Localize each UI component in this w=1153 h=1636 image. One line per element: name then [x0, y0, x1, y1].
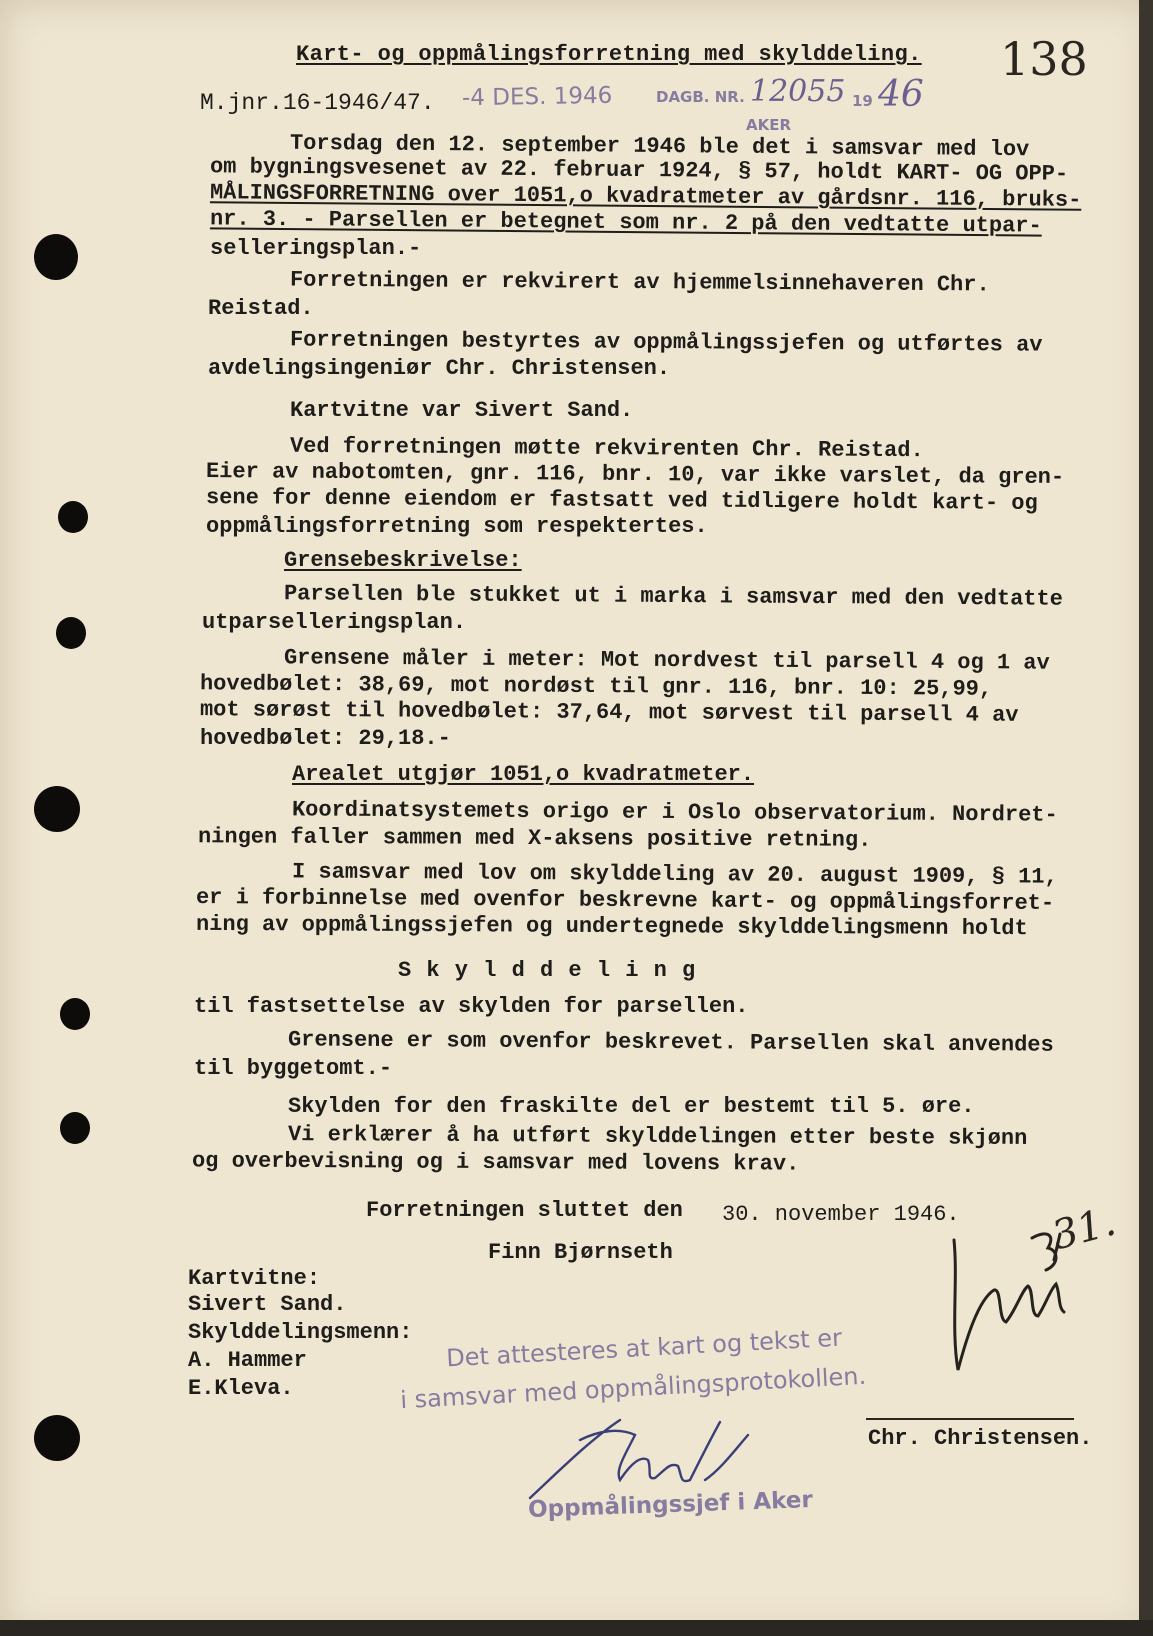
engineer-name: Chr. Christensen.	[868, 1426, 1093, 1451]
text-line: til byggetomt.-	[194, 1056, 393, 1081]
text-line: Parsellen ble stukket ut i marka i samsvar med den vedtatte	[283, 581, 1064, 612]
text-line: hovedbølet: 29,18.-	[200, 726, 451, 751]
christensen-signature	[936, 1220, 1076, 1390]
assessor-name: A. Hammer	[188, 1348, 307, 1373]
dagb-label-stamp: DAGB. NR.	[656, 88, 745, 106]
text-line: Vi erklærer å ha utført skylddelingen etter beste skjønn	[287, 1122, 1028, 1151]
text-line: Forretningen er rekvirert av hjemmelsinnehaveren Chr.	[289, 267, 990, 298]
punch-hole	[34, 786, 80, 832]
witness-name: Sivert Sand.	[188, 1292, 347, 1317]
year-prefix-stamp: 19	[852, 92, 873, 110]
office-stamp: Oppmålingssjef i Aker	[527, 1487, 814, 1523]
section-heading: Arealet utgjør 1051,o kvadratmeter.	[292, 762, 755, 787]
witness-label: Kartvitne:	[188, 1266, 321, 1291]
section-heading: S k y l d d e l i n g	[398, 958, 697, 983]
page-edge-right	[1139, 0, 1153, 1636]
text-line: avdelingsingeniør Chr. Christensen.	[208, 356, 671, 381]
signature-rule	[866, 1418, 1074, 1420]
year-suffix: 46	[878, 74, 924, 115]
punch-hole	[58, 501, 88, 533]
attest-stamp-line: i samsvar med oppmålingsprotokollen.	[399, 1361, 867, 1415]
text-line: Koordinatsystemets origo er i Oslo observatorium. Nordret-	[291, 797, 1058, 828]
place-stamp: AKER	[746, 116, 792, 134]
closing-line: Forretningen sluttet den	[366, 1198, 683, 1223]
assessor-name: E.Kleva.	[188, 1376, 294, 1401]
received-date-stamp: -4 DES. 1946	[461, 82, 613, 112]
text-line: er i forbinnelse med ovenfor beskrevne kart- og oppmålingsforret-	[195, 885, 1055, 916]
assessors-label: Skylddelingsmenn:	[188, 1320, 413, 1345]
dagb-number: 12055	[750, 74, 846, 109]
text-line: Reistad.	[208, 296, 314, 321]
text-line: selleringsplan.-	[210, 236, 422, 261]
text-line: hovedbølet: 38,69, mot nordøst til gnr. 116, bnr. 10: 25,99,	[199, 671, 993, 702]
text-line: om bygningsvesenet av 22. februar 1924, § 57, holdt KART- OG OPP-	[209, 154, 1069, 187]
attest-stamp-line: Det attesteres at kart og tekst er	[445, 1323, 843, 1373]
text-line: Ved forretningen møtte rekvirenten Chr. Reistad.	[289, 433, 924, 464]
page-number: 138	[1000, 32, 1088, 86]
text-line: og overbevisning og i samsvar med lovens krav.	[191, 1148, 800, 1177]
text-line: nr. 3. - Parsellen er betegnet som nr. 2 på den vedtatte utpar-	[209, 206, 1042, 239]
text-line: Forretningen bestyrtes av oppmålingssjefen og utførtes av	[289, 327, 1043, 358]
document-heading: Kart- og oppmålingsforretning med skylddeling.	[296, 42, 922, 67]
hand-note: 31.	[1047, 1198, 1121, 1260]
punch-hole	[34, 234, 78, 280]
page-edge-bottom	[0, 1620, 1153, 1636]
punch-hole	[60, 1112, 90, 1144]
text-line: Eier av nabotomten, gnr. 116, bnr. 10, var ikke varslet, da gren-	[205, 459, 1065, 490]
section-heading: Grensebeskrivelse:	[284, 548, 522, 573]
closing-date: 30. november 1946.	[722, 1202, 960, 1227]
text-line: til fastsettelse av skylden for parsellen.	[194, 994, 749, 1019]
text-line: mot sørøst til hovedbølet: 37,64, mot sørvest til parsell 4 av	[199, 697, 1019, 728]
text-line: MÅLINGSFORRETNING over 1051,o kvadratmeter av gårdsnr. 116, bruks-	[209, 180, 1082, 213]
punch-hole	[34, 1415, 80, 1461]
text-line: Grensene måler i meter: Mot nordvest til parsell 4 og 1 av	[283, 645, 1050, 676]
text-line: ningen faller sammen med X-aksens positive retning.	[197, 824, 872, 853]
punch-hole	[60, 998, 90, 1030]
text-line: Grensene er som ovenfor beskrevet. Parsellen skal anvendes	[287, 1027, 1054, 1058]
journal-number: M.jnr.16-1946/47.	[200, 90, 435, 116]
signatory-name: Finn Bjørnseth	[488, 1240, 673, 1265]
bjornseth-signature	[520, 1400, 780, 1510]
text-line: I samsvar med lov om skylddeling av 20. august 1909, § 11,	[291, 859, 1058, 890]
text-line: utparselleringsplan.	[202, 610, 467, 635]
text-line: Skylden for den fraskilte del er bestemt til 5. øre.	[288, 1094, 975, 1119]
text-line: Kartvitne var Sivert Sand.	[290, 398, 634, 423]
text-line: oppmålingsforretning som respektertes.	[206, 514, 708, 539]
punch-hole	[56, 617, 86, 649]
text-line: ning av oppmålingssjefen og undertegnede skylddelingsmenn holdt	[195, 911, 1028, 942]
text-line: sene for denne eiendom er fastsatt ved tidligere holdt kart- og	[205, 485, 1038, 516]
text-line: Torsdag den 12. september 1946 ble det i samsvar med lov	[289, 130, 1030, 163]
